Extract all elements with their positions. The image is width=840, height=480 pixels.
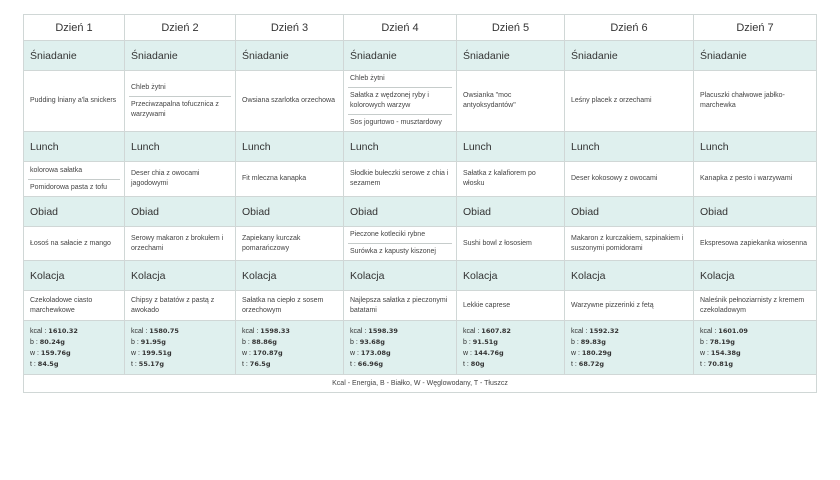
nutrition-value: 66.96g	[357, 359, 384, 368]
dish-cell	[24, 291, 125, 321]
nutrition-value: 1601.09	[718, 326, 748, 335]
meal-label: Kolacja	[457, 261, 565, 291]
nutrition-b	[131, 337, 235, 348]
dish-name: Ekspresowa zapiekanka wiosenna	[700, 239, 808, 247]
nutrition-kcal	[463, 326, 564, 337]
dish-cell	[24, 227, 125, 261]
meal-label: Obiad	[125, 197, 236, 227]
nutrition-value: 1580.75	[149, 326, 179, 335]
nutrition-label: b :	[242, 338, 250, 346]
dish-name: Sałatka z kalafiorem po włosku	[463, 170, 536, 187]
dish-cell	[125, 162, 236, 197]
nutrition-value: 159.76g	[40, 348, 71, 357]
meal-label: Lunch	[344, 132, 457, 162]
nutrition-value: 80g	[470, 359, 485, 368]
dish-name: Owsiana szarlotka orzechowa	[242, 97, 335, 104]
meal-plan-table	[23, 14, 817, 393]
dish-name: Pudding lniany a'la snickers	[30, 97, 117, 104]
dish-cell	[344, 227, 457, 261]
dish-row	[24, 291, 817, 321]
dish-name: Lekkie caprese	[463, 301, 511, 309]
meal-label: Śniadanie	[236, 41, 344, 71]
nutrition-kcal	[131, 326, 235, 337]
dish-cell	[24, 162, 125, 197]
nutrition-w	[242, 348, 343, 359]
dish-name: Najlepsza sałatka z pieczonymi batatami	[350, 296, 448, 314]
dish-cell	[236, 291, 344, 321]
meal-label: Lunch	[565, 132, 694, 162]
nutrition-w	[463, 348, 564, 359]
nutrition-value: 1610.32	[48, 326, 78, 335]
nutrition-value: 70.81g	[707, 359, 734, 368]
dish-cell	[565, 291, 694, 321]
nutrition-label: t :	[242, 360, 248, 368]
nutrition-label: kcal :	[700, 327, 717, 335]
dish-name: Sałatka na ciepło z sosem orzechowym	[242, 296, 324, 314]
nutrition-value: 88.86g	[251, 337, 277, 346]
nutrition-value: 1598.33	[260, 326, 290, 335]
dish-name: Leśny placek z orzechami	[571, 97, 652, 104]
nutrition-label: b :	[463, 338, 471, 346]
meal-label-row	[24, 261, 817, 291]
meal-label-row	[24, 41, 817, 71]
dish-cell	[125, 227, 236, 261]
dish-name: Makaron z kurczakiem, szpinakiem i suszonymi pomidorami	[571, 234, 684, 252]
meal-label: Obiad	[565, 197, 694, 227]
dish-row	[24, 162, 817, 197]
day-header: Dzień 3	[236, 15, 344, 41]
nutrition-value: 89.83g	[580, 337, 606, 346]
nutrition-value: 78.19g	[709, 337, 735, 346]
dish-cell	[457, 291, 565, 321]
dish-cell	[457, 162, 565, 197]
nutrition-w	[700, 348, 816, 359]
nutrition-label: w :	[350, 349, 359, 357]
nutrition-cell	[694, 321, 817, 375]
nutrition-value: 144.76g	[473, 348, 504, 357]
nutrition-w	[350, 348, 456, 359]
dish-row	[24, 227, 817, 261]
dish-name: Deser chia z owocami jagodowymi	[131, 170, 200, 187]
nutrition-label: w :	[700, 349, 709, 357]
nutrition-b	[30, 337, 124, 348]
dish-name: Przeciwzapalna tofucznica z warzywami	[131, 100, 219, 118]
day-header: Dzień 2	[125, 15, 236, 41]
nutrition-kcal	[30, 326, 124, 337]
dish-row	[24, 71, 817, 132]
nutrition-cell	[457, 321, 565, 375]
dish-cell	[694, 291, 817, 321]
dish-name: Sałatka z wędzonej ryby i kolorowych warzyw	[348, 88, 452, 115]
nutrition-value: 199.51g	[141, 348, 172, 357]
nutrition-b	[700, 337, 816, 348]
dish-cell	[236, 162, 344, 197]
nutrition-kcal	[571, 326, 693, 337]
nutrition-b	[242, 337, 343, 348]
meal-label: Śniadanie	[24, 41, 125, 71]
nutrition-cell	[125, 321, 236, 375]
dish-cell	[694, 227, 817, 261]
nutrition-value: 93.68g	[359, 337, 385, 346]
dish-cell	[344, 162, 457, 197]
nutrition-w	[571, 348, 693, 359]
nutrition-value: 170.87g	[252, 348, 283, 357]
dish-cell	[694, 162, 817, 197]
nutrition-kcal	[350, 326, 456, 337]
dish-cell	[344, 71, 457, 132]
dish-name: Pieczone kotleciki rybne	[348, 227, 452, 244]
dish-name: Chleb żytni	[348, 71, 452, 88]
nutrition-value: 173.08g	[360, 348, 391, 357]
day-header: Dzień 7	[694, 15, 817, 41]
nutrition-label: kcal :	[463, 327, 480, 335]
dish-name: Kanapka z pesto i warzywami	[700, 175, 793, 182]
nutrition-label: t :	[571, 360, 577, 368]
dish-cell	[236, 227, 344, 261]
meal-label: Kolacja	[565, 261, 694, 291]
dish-name: Naleśnik pełnoziarnisty z kremem czekoladowym	[700, 296, 805, 314]
dish-name: Fit mleczna kanapka	[242, 175, 307, 182]
day-header: Dzień 1	[24, 15, 125, 41]
meal-label: Lunch	[457, 132, 565, 162]
nutrition-value: 180.29g	[581, 348, 612, 357]
nutrition-label: t :	[131, 360, 137, 368]
meal-label: Śniadanie	[344, 41, 457, 71]
nutrition-value: 91.95g	[140, 337, 166, 346]
dish-name: Zapiekany kurczak pomarańczowy	[242, 234, 301, 252]
nutrition-t	[350, 359, 456, 370]
nutrition-value: 154.38g	[710, 348, 741, 357]
nutrition-w	[30, 348, 124, 359]
day-header: Dzień 5	[457, 15, 565, 41]
legend-text: Kcal - Energia, B - Białko, W - Węglowodany, T - Tłuszcz	[24, 375, 817, 393]
dish-cell	[457, 227, 565, 261]
meal-label: Lunch	[694, 132, 817, 162]
meal-label: Kolacja	[236, 261, 344, 291]
meal-label-row	[24, 132, 817, 162]
nutrition-value: 1598.39	[368, 326, 398, 335]
nutrition-value: 91.51g	[472, 337, 498, 346]
nutrition-label: t :	[700, 360, 706, 368]
meal-label: Śniadanie	[565, 41, 694, 71]
dish-cell	[565, 227, 694, 261]
nutrition-cell	[236, 321, 344, 375]
dish-cell	[565, 162, 694, 197]
nutrition-label: kcal :	[350, 327, 367, 335]
nutrition-t	[30, 359, 124, 370]
dish-name: Czekoladowe ciasto marchewkowe	[30, 296, 93, 314]
dish-name: Pomidorowa pasta z tofu	[30, 183, 108, 191]
nutrition-value: 68.72g	[578, 359, 605, 368]
nutrition-label: b :	[131, 338, 139, 346]
dish-cell	[344, 291, 457, 321]
nutrition-value: 76.5g	[249, 359, 271, 368]
meal-label: Kolacja	[24, 261, 125, 291]
meal-label: Lunch	[125, 132, 236, 162]
nutrition-value: 80.24g	[39, 337, 65, 346]
dish-name: Chleb żytni	[129, 80, 231, 97]
meal-label: Obiad	[457, 197, 565, 227]
nutrition-label: w :	[30, 349, 39, 357]
nutrition-label: w :	[571, 349, 580, 357]
nutrition-label: b :	[350, 338, 358, 346]
dish-cell	[457, 71, 565, 132]
dish-name: Sushi bowl z łososiem	[463, 239, 532, 247]
dish-cell	[236, 71, 344, 132]
dish-name: Serowy makaron z brokułem i orzechami	[131, 234, 224, 252]
dish-cell	[24, 71, 125, 132]
nutrition-value: 55.17g	[138, 359, 165, 368]
dish-cell	[125, 71, 236, 132]
nutrition-label: t :	[350, 360, 356, 368]
dish-name: Słodkie bułeczki serowe z chia i sezamem	[350, 170, 449, 187]
nutrition-label: kcal :	[242, 327, 259, 335]
nutrition-value: 84.5g	[37, 359, 59, 368]
meal-label: Kolacja	[344, 261, 457, 291]
nutrition-kcal	[242, 326, 343, 337]
nutrition-label: t :	[30, 360, 36, 368]
day-header: Dzień 4	[344, 15, 457, 41]
nutrition-b	[571, 337, 693, 348]
nutrition-b	[350, 337, 456, 348]
dish-name: kolorowa sałatka	[28, 163, 120, 180]
nutrition-label: b :	[30, 338, 38, 346]
meal-label: Śniadanie	[125, 41, 236, 71]
nutrition-label: b :	[700, 338, 708, 346]
dish-name: Placuszki chałwowe jabłko-marchewka	[700, 92, 785, 109]
nutrition-t	[463, 359, 564, 370]
meal-label: Kolacja	[125, 261, 236, 291]
nutrition-cell	[344, 321, 457, 375]
nutrition-t	[242, 359, 343, 370]
nutrition-kcal	[700, 326, 816, 337]
meal-label-row	[24, 197, 817, 227]
dish-cell	[694, 71, 817, 132]
nutrition-label: w :	[242, 349, 251, 357]
meal-label: Lunch	[236, 132, 344, 162]
dish-name: Łosoś na sałacie z mango	[30, 239, 111, 247]
nutrition-t	[131, 359, 235, 370]
dish-name: Sos jogurtowo - musztardowy	[350, 119, 442, 126]
legend-row	[24, 375, 817, 393]
dish-name: Surówka z kapusty kiszonej	[350, 248, 436, 255]
nutrition-t	[700, 359, 816, 370]
meal-label: Śniadanie	[694, 41, 817, 71]
nutrition-cell	[24, 321, 125, 375]
nutrition-value: 1607.82	[481, 326, 511, 335]
meal-label: Obiad	[24, 197, 125, 227]
day-header-row	[24, 15, 817, 41]
dish-name: Chipsy z batatów z pastą z awokado	[131, 296, 215, 314]
dish-name: Owsianka "moc antyoksydantów"	[463, 92, 516, 109]
nutrition-label: kcal :	[131, 327, 148, 335]
dish-name: Deser kokosowy z owocami	[571, 175, 658, 182]
nutrition-label: kcal :	[571, 327, 588, 335]
meal-label: Obiad	[694, 197, 817, 227]
nutrition-b	[463, 337, 564, 348]
nutrition-label: kcal :	[30, 327, 47, 335]
nutrition-label: t :	[463, 360, 469, 368]
nutrition-t	[571, 359, 693, 370]
day-header: Dzień 6	[565, 15, 694, 41]
meal-label: Obiad	[236, 197, 344, 227]
nutrition-row	[24, 321, 817, 375]
nutrition-cell	[565, 321, 694, 375]
nutrition-w	[131, 348, 235, 359]
dish-name: Warzywne pizzerinki z fetą	[571, 301, 654, 309]
nutrition-label: b :	[571, 338, 579, 346]
meal-label: Kolacja	[694, 261, 817, 291]
meal-label: Śniadanie	[457, 41, 565, 71]
dish-cell	[125, 291, 236, 321]
nutrition-label: w :	[131, 349, 140, 357]
dish-cell	[565, 71, 694, 132]
nutrition-label: w :	[463, 349, 472, 357]
nutrition-value: 1592.32	[589, 326, 619, 335]
meal-label: Lunch	[24, 132, 125, 162]
meal-label: Obiad	[344, 197, 457, 227]
